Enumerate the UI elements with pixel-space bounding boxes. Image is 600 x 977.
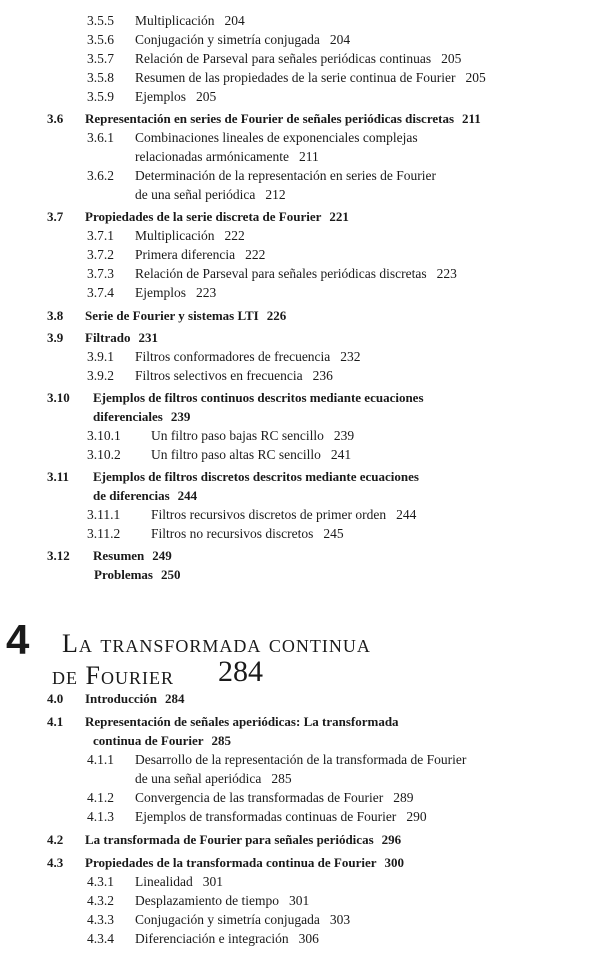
entry-page-number: 249 (152, 548, 172, 564)
entry-title: de una señal aperiódica (135, 771, 262, 786)
subsection-number: 3.11.2 (87, 526, 121, 542)
entry-title: Linealidad (135, 874, 193, 889)
subsection-number: 3.5.9 (87, 89, 114, 104)
entry-page-number: 223 (436, 266, 457, 282)
entry-title: Combinaciones lineales de exponenciales complejas (135, 130, 418, 146)
subsection-number: 3.7.3 (87, 266, 114, 282)
entry-title: Primera diferencia (135, 247, 236, 263)
toc-subsection-entry (87, 789, 414, 807)
subsection-number: 4.1.3 (87, 809, 114, 824)
entry-title: Ejemplos (135, 285, 186, 301)
toc-subsection-entry (87, 506, 416, 524)
entry-page-number: 244 (177, 488, 198, 504)
entry-page-number: 226 (266, 307, 287, 323)
toc-subsection-entry (87, 348, 361, 366)
toc-subsection-entry (87, 892, 309, 910)
subsection-number: 3.5.6 (87, 32, 114, 47)
entry-page-number: 205 (465, 70, 486, 85)
entry-page-number: 289 (393, 790, 414, 805)
entry-page-number: 221 (329, 209, 349, 225)
entry-title: Filtros recursivos discretos de primer orden (151, 507, 387, 523)
subsection-number: 3.11.1 (87, 507, 121, 523)
toc-section-entry (47, 854, 404, 872)
toc-subsection-entry (87, 367, 333, 385)
section-number: 4.2 (47, 832, 64, 847)
section-number: 3.9 (47, 329, 64, 345)
entry-title: Filtros no recursivos discretos (151, 526, 314, 542)
entry-title: Resumen de las propiedades de la serie continua de Fourier (135, 70, 456, 85)
toc-section-entry (47, 547, 172, 565)
toc-subsection-entry (87, 246, 265, 264)
subsection-number: 4.1.1 (87, 752, 114, 767)
entry-page-number: 296 (381, 832, 402, 847)
entry-page-number: 244 (396, 507, 417, 523)
entry-title: Ejemplos de filtros continuos descritos mediante ecuaciones (93, 390, 424, 405)
toc-subsection-entry (87, 50, 461, 68)
toc-subsection-entry (87, 265, 457, 283)
entry-title: Desarrollo de la representación de la transformada de Fourier (135, 752, 467, 767)
subsection-number: 4.3.1 (87, 874, 114, 889)
entry-title: Ejemplos (135, 89, 186, 104)
entry-page-number: 223 (196, 285, 217, 301)
section-number: 3.7 (47, 209, 64, 225)
entry-page-number: 231 (138, 329, 158, 345)
subsection-number: 3.7.1 (87, 228, 114, 244)
section-number: 3.6 (47, 111, 64, 127)
entry-title: Representación en series de Fourier de señales periódicas discretas (85, 111, 455, 127)
entry-page-number: 222 (245, 247, 266, 263)
chapter-page-number: 284 (218, 655, 263, 688)
subsection-number: 4.3.2 (87, 893, 114, 908)
subsection-number: 3.10.1 (87, 428, 121, 443)
toc-subsection-entry (87, 808, 427, 826)
chapter-title-line-2: de Fourier (52, 661, 174, 690)
entry-title: Filtros selectivos en frecuencia (135, 367, 303, 383)
entry-title: Conjugación y simetría conjugada (135, 912, 320, 927)
entry-title: Problemas (94, 567, 153, 583)
subsection-number: 4.3.3 (87, 912, 114, 927)
subsection-number: 3.7.2 (87, 247, 114, 263)
entry-page-number: 212 (265, 187, 286, 203)
subsection-number: 3.6.1 (87, 130, 114, 146)
entry-page-number: 239 (333, 428, 355, 443)
subsection-number: 3.7.4 (87, 285, 114, 301)
entry-page-number: 285 (271, 771, 292, 786)
entry-page-number: 284 (165, 691, 185, 706)
entry-title: Propiedades de la serie discreta de Fourier (85, 209, 322, 225)
toc-entry-continuation (135, 148, 319, 166)
subsection-number: 4.1.2 (87, 790, 114, 805)
section-number: 4.1 (47, 714, 64, 729)
entry-title: diferenciales (93, 409, 163, 424)
toc-section-entry (47, 307, 286, 325)
entry-page-number: 300 (384, 855, 405, 870)
entry-title: Representación de señales aperiódicas: La transformada (85, 714, 399, 729)
toc-section-entry (47, 110, 481, 128)
entry-title: Relación de Parseval para señales periódicas discretas (135, 266, 427, 282)
entry-page-number: 245 (323, 526, 344, 542)
entry-title: Filtrado (85, 329, 131, 345)
toc-subsection-entry (87, 167, 436, 185)
entry-page-number: 232 (340, 348, 361, 364)
entry-page-number: 285 (211, 733, 231, 748)
subsection-number: 4.3.4 (87, 931, 114, 946)
section-number: 3.10 (47, 390, 70, 405)
toc-section-continuation (93, 732, 231, 750)
entry-title: Ejemplos de transformadas continuas de Fourier (135, 809, 397, 824)
toc-section-continuation (94, 566, 180, 584)
entry-page-number: 239 (170, 409, 191, 424)
entry-title: Conjugación y simetría conjugada (135, 32, 320, 47)
entry-page-number: 241 (330, 447, 352, 462)
entry-page-number: 236 (312, 367, 333, 383)
entry-title: Filtros conformadores de frecuencia (135, 348, 331, 364)
entry-page-number: 250 (160, 567, 181, 583)
entry-page-number: 290 (406, 809, 427, 824)
toc-section-entry (47, 208, 349, 226)
entry-title: Multiplicación (135, 13, 215, 28)
entry-title: Desplazamiento de tiempo (135, 893, 279, 908)
subsection-number: 3.5.5 (87, 13, 114, 28)
entry-title: relacionadas armónicamente (135, 149, 290, 165)
toc-subsection-entry (87, 227, 245, 245)
entry-page-number: 211 (299, 149, 319, 165)
entry-page-number: 301 (288, 893, 310, 908)
entry-page-number: 222 (224, 228, 245, 244)
chapter-title-line-1: La transformada continua (62, 629, 371, 658)
toc-section-entry (47, 468, 419, 486)
toc-section-continuation (93, 487, 197, 505)
toc-section-entry (47, 389, 424, 407)
toc-subsection-entry (87, 751, 466, 769)
subsection-number: 3.6.2 (87, 168, 114, 184)
entry-title: Determinación de la representación en series de Fourier (135, 168, 436, 184)
toc-subsection-entry (87, 69, 486, 87)
section-number: 4.0 (47, 691, 64, 706)
chapter-number: 4 (6, 616, 30, 663)
toc-subsection-entry (87, 873, 223, 891)
toc-section-entry (47, 713, 399, 731)
toc-subsection-entry (87, 31, 350, 49)
toc-subsection-entry (87, 446, 351, 464)
entry-page-number: 205 (441, 51, 462, 66)
entry-title: Ejemplos de filtros discretos descritos mediante ecuaciones (93, 469, 419, 485)
entry-title: Propiedades de la transformada continua de Fourier (85, 855, 377, 870)
toc-subsection-entry (87, 427, 354, 445)
entry-title: Multiplicación (135, 228, 215, 244)
entry-title: La transformada de Fourier para señales periódicas (85, 832, 374, 847)
entry-title: Introducción (85, 691, 157, 706)
entry-page-number: 306 (298, 931, 319, 946)
subsection-number: 3.5.8 (87, 70, 114, 85)
toc-subsection-entry (87, 930, 319, 948)
section-number: 3.12 (47, 548, 70, 564)
toc-section-continuation (93, 408, 190, 426)
entry-title: Diferenciación e integración (135, 931, 289, 946)
entry-title: Un filtro paso bajas RC sencillo (151, 428, 324, 443)
toc-subsection-entry (87, 88, 216, 106)
entry-title: Convergencia de las transformadas de Fourier (135, 790, 384, 805)
entry-page-number: 204 (224, 13, 245, 28)
entry-title: Serie de Fourier y sistemas LTI (85, 307, 259, 323)
toc-entry-continuation (135, 186, 286, 204)
toc-subsection-entry (87, 12, 245, 30)
subsection-number: 3.5.7 (87, 51, 114, 66)
toc-subsection-entry (87, 525, 344, 543)
entry-page-number: 204 (329, 32, 351, 47)
toc-subsection-entry (87, 284, 216, 302)
toc-section-entry (47, 690, 185, 708)
subsection-number: 3.10.2 (87, 447, 121, 462)
subsection-number: 3.9.2 (87, 367, 114, 383)
entry-page-number: 205 (196, 89, 217, 104)
entry-page-number: 303 (329, 912, 351, 927)
section-number: 3.8 (47, 307, 64, 323)
entry-title: de diferencias (93, 488, 170, 504)
toc-subsection-entry (87, 911, 350, 929)
toc-section-entry (47, 329, 158, 347)
subsection-number: 3.9.1 (87, 348, 114, 364)
entry-title: continua de Fourier (93, 733, 204, 748)
section-number: 3.11 (47, 469, 70, 485)
section-number: 4.3 (47, 855, 64, 870)
entry-title: Un filtro paso altas RC sencillo (151, 447, 321, 462)
entry-page-number: 211 (462, 111, 481, 127)
toc-section-entry (47, 831, 401, 849)
entry-title: Relación de Parseval para señales periódicas continuas (135, 51, 432, 66)
entry-title: Resumen (93, 548, 145, 564)
entry-title: de una señal periódica (135, 187, 256, 203)
toc-subsection-entry (87, 129, 418, 147)
entry-page-number: 301 (202, 874, 223, 889)
toc-entry-continuation (135, 770, 292, 788)
